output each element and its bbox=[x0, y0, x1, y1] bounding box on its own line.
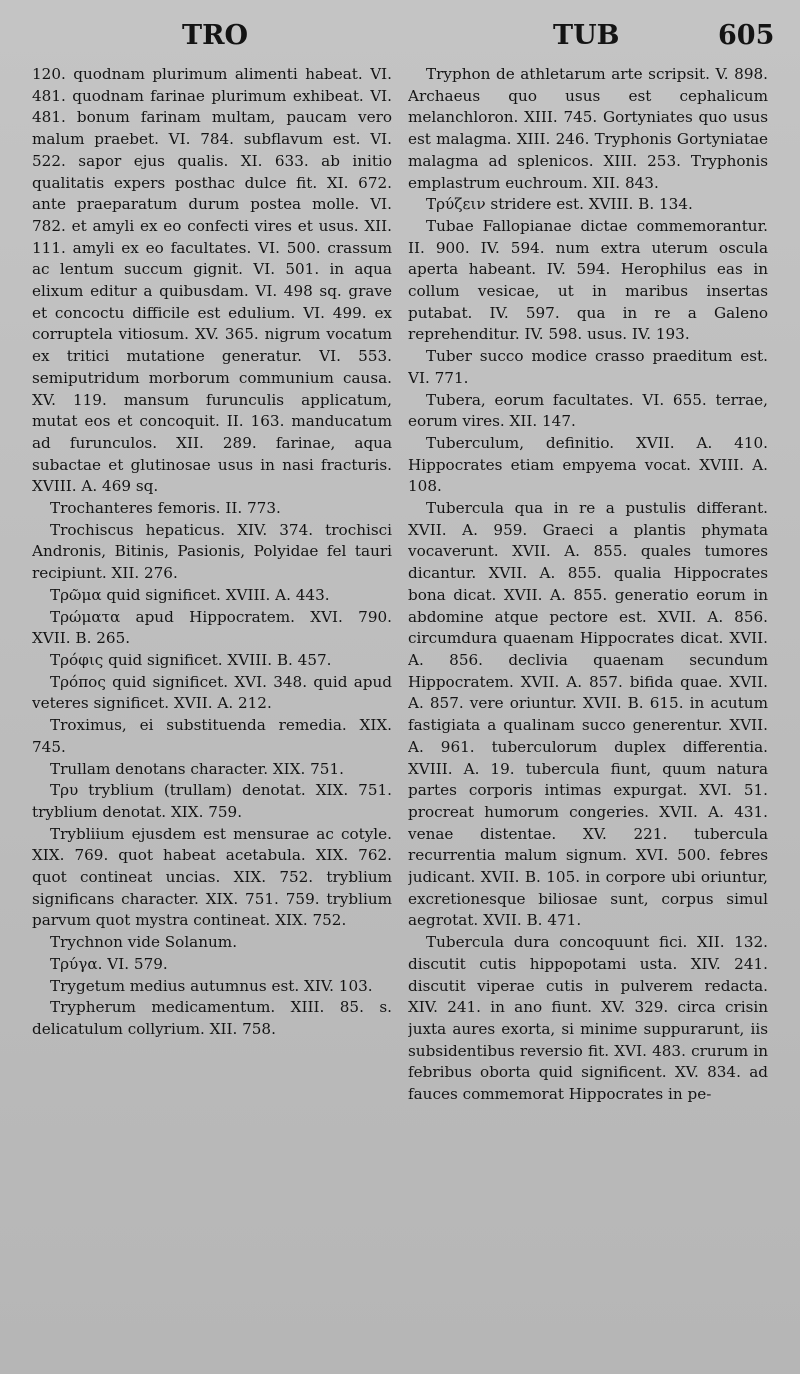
entry-paragraph: Tuber succo modice crasso praeditum est. VI. 771. bbox=[408, 347, 768, 387]
entry-paragraph: Trygetum medius autumnus est. XIV. 103. bbox=[50, 976, 373, 995]
header-right-keyword: TUB bbox=[553, 20, 620, 51]
entry-paragraph: Tuberculum, definitio. XVII. A. 410. Hippocrates etiam empyema vocat. XVIII. A. 108. bbox=[408, 433, 768, 496]
entry-paragraph: Trypherum medicamentum. XIII. 85. s. delicatulum collyrium. XII. 758. bbox=[32, 998, 392, 1038]
entry-paragraph: Τρόπος quid significet. XVI. 348. quid apud veteres significet. XVII. A. 212. bbox=[32, 672, 392, 713]
left-column bbox=[32, 64, 392, 1364]
entry-paragraph: Τρυ tryblium (trullam) denotat. XIX. 751. tryblium denotat. XIX. 759. bbox=[32, 781, 392, 821]
entry-paragraph: Τρώματα apud Hippocratem. XVI. 790. XVII. B. 265. bbox=[32, 607, 392, 648]
entry-paragraph: Tubercula dura concoquunt fici. XII. 132. discutit cutis hippopotami usta. XIV. 241. discutit viperae cutis in pulverem redacta. XIV. 241. in ano fiunt. XV. 329. circa crisin juxta aures exorta, si minime suppurarunt, iis subsidentibus reversio fit. XVI. 483. crurum in febribus oborta quid significent. XV. 834. ad fauces commemorat Hippocrates in pe- bbox=[408, 933, 768, 1104]
entry-paragraph: Trychnon vide Solanum. bbox=[50, 933, 238, 952]
entry-paragraph: Tubercula qua in re a pustulis differant. XVII. A. 959. Graeci a plantis phymata vocaverunt. XVII. A. 855. quales tumores dicantur. XVII. A. 855. qualia Hippocrates bona dicat. XVII. A. 855. generatio eorum in abdomine atque pectore est. XVII. A. 856. circumdura quaenam Hippocrates dicat. XVII. A. 856. declivia quaenam secundum Hippocratem. XVII. A. 857. bifida quae. XVII. A. 857. vere oriuntur. XVII. B. 615. in acutum fastigiata a qualinam succo generentur. XVII. A. 961. tuberculorum duplex differentia. XVIII. A. 19. tubercula fiunt, quum natura partes corporis intimas expurgat. XVI. 51. procreat humorum congeries. XVII. A. 431. venae distentae. XV. 221. tubercula recurrentia malum signum. XVI. 500. febres judicant. XVII. B. 105. in corpore ubi oriuntur, excretionesque biliosae sunt, corpus simul aegrotat. XVII. B. 471. bbox=[408, 499, 768, 930]
entry-paragraph: Trullam denotans character. XIX. 751. bbox=[50, 759, 344, 778]
entry-paragraph: Tubera, eorum facultates. VI. 655. terrae, eorum vires. XII. 147. bbox=[408, 390, 768, 431]
right-column bbox=[408, 64, 768, 1364]
entry-paragraph: Τρῶμα quid significet. XVIII. A. 443. bbox=[50, 585, 330, 604]
entry-paragraph: 120. quodnam plurimum alimenti habeat. VI. 481. quodnam farinae plurimum exhibeat. VI. 481. bonum farinam multam, paucam vero malum praebet. VI. 784. subflavum est. VI. 522. sapor ejus qualis. XI. 633. ab initio qualitatis expers posthac dulce fit. XI. 672. ante praeparatum durum postea molle. VI. 782. et amyli ex eo confecti vires et usus. XII. 111. amyli ex eo facultates. VI. 500. crassum ac lentum succum gignit. VI. 501. in aqua elixum editur a quibusdam. VI. 498 sq. grave et concoctu difficile est edulium. VI. 499. ex corruptela vitiosum. XV. 365. nigrum vocatum ex tritici mutatione generatur. VI. 553. semiputridum morborum communium causa. XV. 119. mansum furunculis applicatum, mutat eos et concoquit. II. 163. manducatum ad furunculos. XII. 289. farinae, aqua subactae et glutinosae usus in nasi fracturis. XVIII. A. 469 sq. bbox=[32, 65, 392, 496]
entry-paragraph: Trochanteres femoris. II. 773. bbox=[50, 499, 281, 518]
entry-paragraph: Troximus, ei substituenda remedia. XIX. 745. bbox=[32, 716, 392, 756]
entry-paragraph: Τρόφις quid significet. XVIII. B. 457. bbox=[50, 650, 332, 669]
entry-paragraph: Trochiscus hepaticus. XIV. 374. trochisci Andronis, Bitinis, Pasionis, Polyidae fel tauri recipiunt. XII. 276. bbox=[32, 520, 392, 583]
page-number: 605 bbox=[718, 20, 775, 51]
header-left-keyword: TRO bbox=[182, 20, 249, 51]
entry-paragraph: Tubae Fallopianae dictae commemorantur. II. 900. IV. 594. num extra uterum oscula aperta habeant. IV. 594. Herophilus eas in collum vesicae, ut in maribus insertas putabat. IV. 597. qua in re a Galeno reprehenditur. IV. 598. usus. IV. 193. bbox=[408, 216, 768, 344]
entry-paragraph: Τρύζειν stridere est. XVIII. B. 134. bbox=[426, 195, 693, 214]
entry-paragraph: Tryphon de athletarum arte scripsit. V. 898. Archaeus quo usus est cephalicum melanchloron. XIII. 745. Gortyniates quo usus est malagma. XIII. 246. Tryphonis Gortyniatae malagma ad splenicos. XIII. 253. Tryphonis emplastrum euchroum. XII. 843. bbox=[408, 65, 768, 192]
running-header bbox=[0, 14, 800, 58]
entry-paragraph: Trybliium ejusdem est mensurae ac cotyle. XIX. 769. quot habeat acetabula. XIX. 762. quot contineat uncias. XIX. 752. tryblium significans character. XIX. 751. 759. tryblium parvum quot mystra contineat. XIX. 752. bbox=[32, 824, 392, 930]
entry-paragraph: Τρύγα. VI. 579. bbox=[50, 954, 168, 973]
